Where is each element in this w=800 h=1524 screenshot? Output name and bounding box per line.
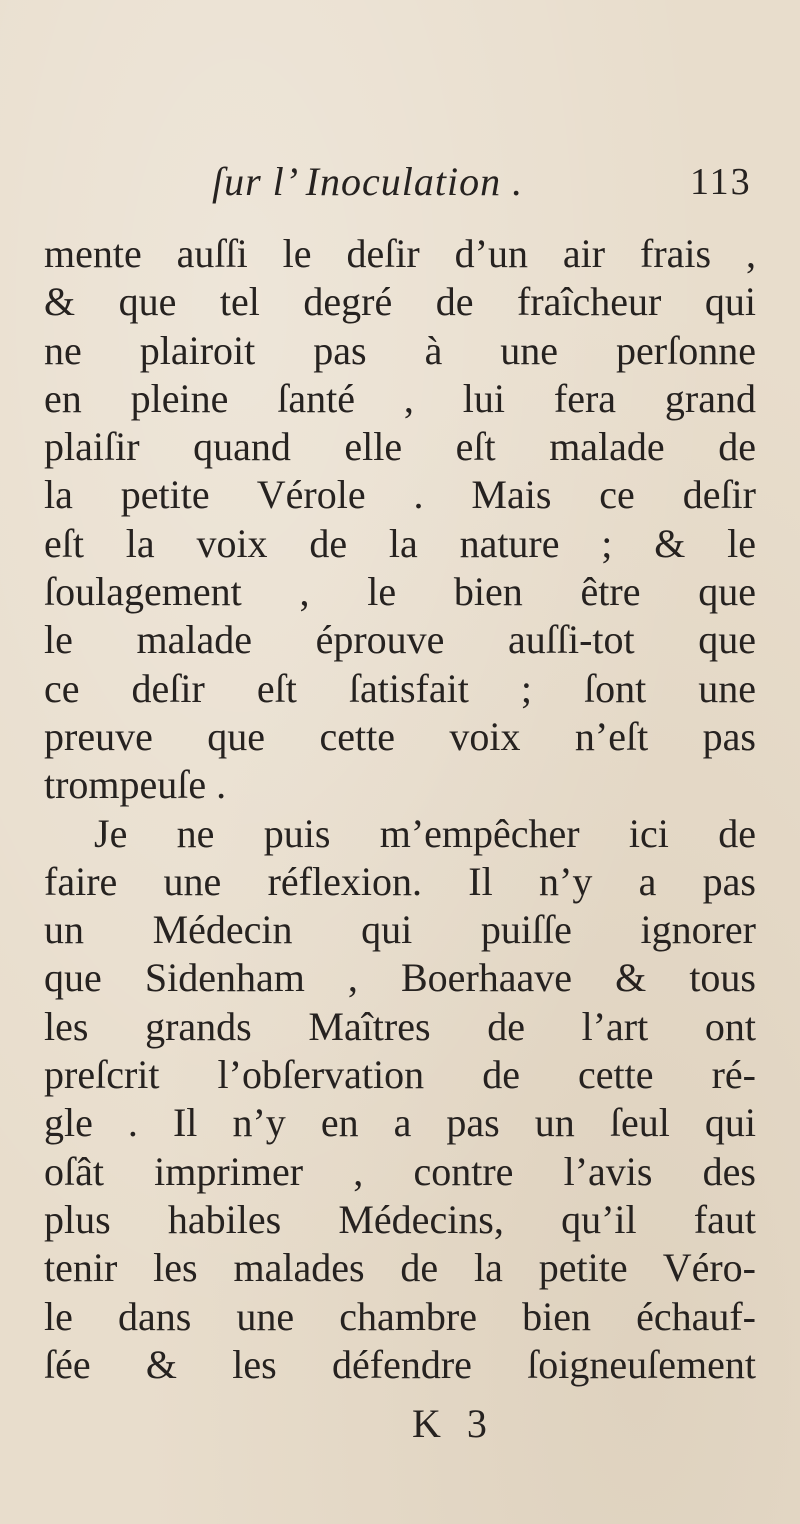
running-title: ſur l’ Inoculation . bbox=[212, 159, 524, 204]
text-line: ne plairoit pas à une perſonne bbox=[44, 327, 756, 373]
text-line: tenir les malades de la petite Véro- bbox=[44, 1245, 756, 1291]
text-line: gle . Il n’y en a pas un ſeul qui bbox=[44, 1100, 756, 1146]
text-line: que Sidenham , Boerhaave & tous bbox=[44, 955, 756, 1001]
page-number: 113 bbox=[690, 161, 752, 203]
text-line: ſoulagement , le bien être que bbox=[44, 569, 756, 615]
body-text bbox=[44, 230, 756, 1389]
text-line: plus habiles Médecins, qu’il faut bbox=[44, 1196, 756, 1242]
text-line: mente auſſi le deſir d’un air frais , bbox=[44, 231, 756, 276]
text-line: faire une réflexion. Il n’y a pas bbox=[44, 858, 756, 904]
text-line: & que tel degré de fraîcheur qui bbox=[44, 279, 756, 325]
running-head bbox=[0, 158, 800, 218]
text-line: ce deſir eſt ſatisfait ; ſont une bbox=[44, 665, 756, 711]
paragraph-start-line: Je ne puis m’empêcher ici de bbox=[94, 810, 756, 856]
text-line: oſât imprimer , contre l’avis des bbox=[44, 1148, 756, 1194]
text-line: plaiſir quand elle eſt malade de bbox=[44, 424, 756, 470]
text-line: les grands Maîtres de l’art ont bbox=[44, 1003, 756, 1049]
text-line: un Médecin qui puiſſe ignorer bbox=[44, 907, 756, 953]
text-line: en pleine ſanté , lui fera grand bbox=[44, 375, 756, 421]
signature-mark: K 3 bbox=[412, 1401, 495, 1446]
text-line: la petite Vérole . Mais ce deſir bbox=[44, 472, 756, 518]
paragraph-end-line: trompeuſe . bbox=[44, 762, 227, 808]
text-line: le malade éprouve auſſi-tot que bbox=[44, 617, 756, 663]
text-line: eſt la voix de la nature ; & le bbox=[44, 520, 756, 566]
text-line: preuve que cette voix n’eſt pas bbox=[44, 713, 756, 759]
text-line: preſcrit l’obſervation de cette ré- bbox=[44, 1052, 756, 1098]
text-line: le dans une chambre bien échauf- bbox=[44, 1293, 756, 1339]
text-line: ſée & les défendre ſoigneuſement bbox=[44, 1341, 756, 1387]
